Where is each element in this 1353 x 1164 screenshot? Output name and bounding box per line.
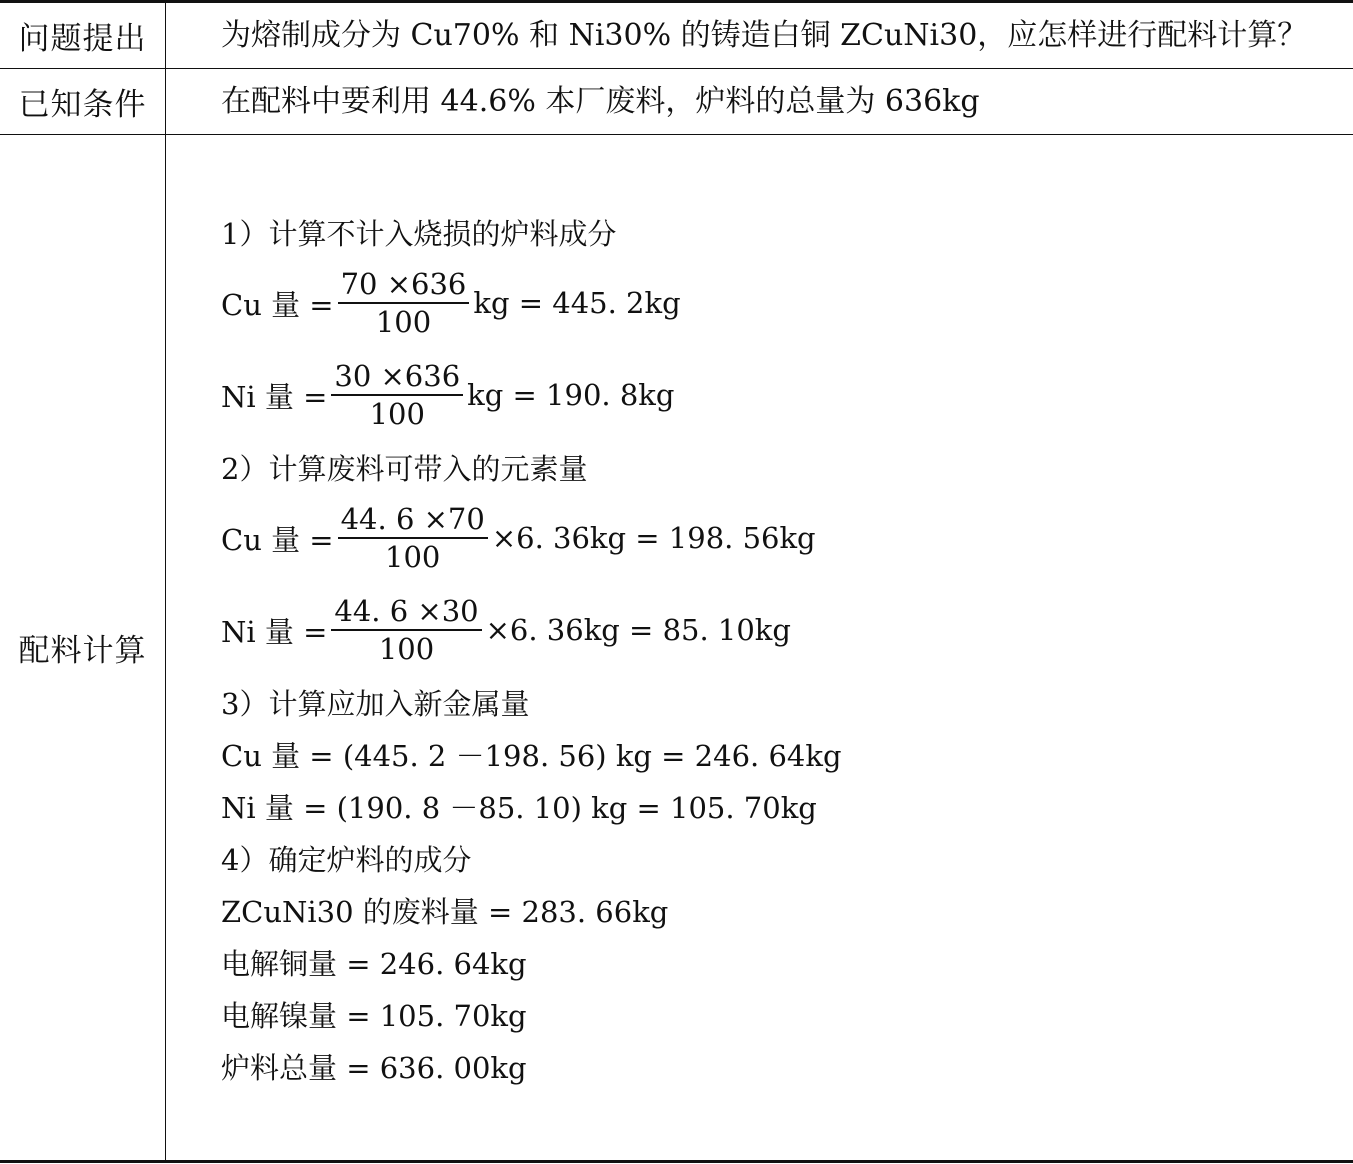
step1-ni-numerator: 30 ×636 xyxy=(334,359,461,393)
step1-ni-fraction xyxy=(331,358,463,432)
step4-copper-line: 电解铜量 = 246. 64kg xyxy=(221,947,527,981)
step2-ni-denominator: 100 xyxy=(378,632,435,666)
step2-ni-fraction xyxy=(331,593,481,667)
step3-ni-line: Ni 量 = (190. 8 －85. 10) kg = 105. 70kg xyxy=(221,791,817,825)
step2-cu-result: ×6. 36kg = 198. 56kg xyxy=(491,521,816,555)
row-divider-1 xyxy=(0,68,1353,69)
step2-cu-formula xyxy=(221,503,816,573)
column-divider xyxy=(165,0,166,1163)
step4-nickel-line: 电解镍量 = 105. 70kg xyxy=(221,999,527,1033)
table-bottom-border xyxy=(0,1160,1353,1163)
step2-cu-numerator: 44. 6 ×70 xyxy=(340,502,485,536)
question-text: 为熔制成分为 Cu70% 和 Ni30% 的铸造白铜 ZCuNi30，应怎样进行配料计算？ xyxy=(221,18,1308,53)
question-label: 问题提出 xyxy=(18,21,147,57)
step1-ni-result: kg = 190. 8kg xyxy=(467,378,675,412)
step1-ni-prefix: Ni 量 = xyxy=(221,379,328,414)
calculation-label: 配料计算 xyxy=(18,633,147,669)
known-conditions-label: 已知条件 xyxy=(18,87,147,123)
step1-cu-denominator: 100 xyxy=(375,305,432,339)
step2-ni-numerator: 44. 6 ×30 xyxy=(334,594,479,628)
step2-cu-denominator: 100 xyxy=(385,540,441,574)
step1-ni-denominator: 100 xyxy=(369,397,425,431)
step2-title: 2）计算废料可带入的元素量 xyxy=(221,452,588,486)
step2-cu-fraction xyxy=(338,501,488,575)
step1-cu-result: kg = 445. 2kg xyxy=(473,286,681,320)
step4-title: 4）确定炉料的成分 xyxy=(221,843,472,877)
step2-ni-prefix: Ni 量 = xyxy=(221,614,328,649)
table-top-border xyxy=(0,0,1353,3)
step3-title: 3）计算应加入新金属量 xyxy=(221,687,530,721)
step2-ni-result: ×6. 36kg = 85. 10kg xyxy=(485,613,791,647)
step4-scrap-line: ZCuNi30 的废料量 = 283. 66kg xyxy=(221,895,669,929)
step1-ni-formula xyxy=(221,360,674,430)
step1-cu-formula xyxy=(221,268,681,338)
step1-cu-numerator: 70 ×636 xyxy=(340,267,467,301)
step2-ni-formula xyxy=(221,595,791,665)
step1-title: 1）计算不计入烧损的炉料成分 xyxy=(221,217,617,251)
step4-total-line: 炉料总量 = 636. 00kg xyxy=(221,1051,527,1085)
row-divider-2 xyxy=(0,134,1353,135)
step2-cu-prefix: Cu 量 = xyxy=(221,522,334,557)
known-conditions-text: 在配料中要利用 44.6% 本厂废料，炉料的总量为 636kg xyxy=(221,84,980,119)
step3-cu-line: Cu 量 = (445. 2 －198. 56) kg = 246. 64kg xyxy=(221,739,842,773)
step1-cu-fraction xyxy=(338,266,470,340)
step1-cu-prefix: Cu 量 = xyxy=(221,287,334,322)
